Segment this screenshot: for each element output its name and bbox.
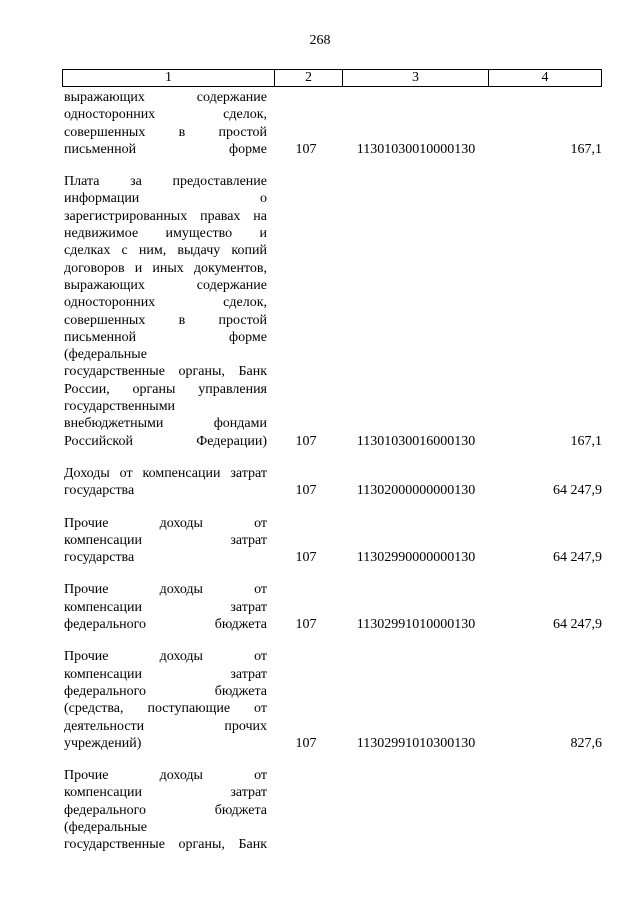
row-name	[64, 465, 269, 500]
row-name-line: сделках с ним, выдачу копий	[64, 243, 267, 259]
row-name-line: федерального бюджета	[64, 802, 267, 818]
row-name-line: (федеральные	[64, 819, 147, 835]
table-row	[64, 515, 602, 567]
row-name-line: Прочие доходы от	[64, 515, 267, 531]
row-name-line: Российской Федерации)	[64, 433, 267, 449]
table-row	[64, 581, 602, 633]
row-name-line: письменной форме	[64, 141, 267, 157]
column-header-1: 1	[165, 70, 172, 85]
row-kbk: 11302991010300130	[356, 735, 476, 751]
row-name-line: недвижимое имущество и	[64, 226, 267, 242]
row-name-line: федерального бюджета	[64, 617, 267, 633]
row-code: 107	[295, 617, 317, 633]
table-row	[64, 89, 602, 158]
row-code: 107	[295, 483, 317, 499]
page-number: 268	[309, 33, 331, 48]
row-name-line: Прочие доходы от	[64, 649, 267, 665]
row-name	[64, 581, 269, 633]
row-code: 107	[295, 735, 317, 751]
table-row	[64, 173, 602, 450]
row-name-line: государственными	[64, 399, 176, 415]
row-kbk: 11302000000000130	[356, 483, 476, 499]
row-name	[64, 648, 269, 752]
row-name	[64, 767, 269, 853]
row-value: 167,1	[570, 433, 602, 449]
row-name	[64, 173, 269, 450]
row-code: 107	[295, 141, 317, 157]
row-name-line: государственные органы, Банк	[64, 837, 267, 853]
row-value: 64 247,9	[553, 617, 602, 633]
table-header	[62, 69, 602, 87]
row-kbk: 11302991010000130	[356, 617, 476, 633]
row-name-line: односторонних сделок,	[64, 295, 267, 311]
row-code: 107	[295, 433, 317, 449]
row-name-line: учреждений)	[64, 735, 142, 751]
row-kbk: 11301030010000130	[356, 141, 476, 157]
row-name-line: компенсации затрат	[64, 599, 267, 615]
table-row	[64, 767, 602, 853]
row-name-line: информации о	[64, 191, 267, 207]
row-name-line: договоров и иных документов,	[64, 260, 267, 276]
row-name	[64, 515, 269, 567]
row-name-line: государственные органы, Банк	[64, 364, 267, 380]
column-header-2: 2	[274, 70, 342, 86]
row-name	[64, 89, 269, 158]
row-name-line: выражающих содержание	[64, 277, 267, 293]
row-name-line: компенсации затрат	[64, 785, 267, 801]
row-name-line: компенсации затрат	[64, 666, 267, 682]
row-name-line: Прочие доходы от	[64, 582, 267, 598]
row-name-line: государства	[64, 550, 135, 566]
row-value: 64 247,9	[553, 550, 602, 566]
row-name-line: федерального бюджета	[64, 683, 267, 699]
table-row	[64, 465, 602, 500]
row-name-line: Плата за предоставление	[64, 174, 267, 190]
row-value: 64 247,9	[553, 483, 602, 499]
row-kbk: 11302990000000130	[356, 550, 476, 566]
row-name-line: односторонних сделок,	[64, 107, 267, 123]
row-value: 827,6	[570, 735, 602, 751]
row-name-line: деятельности прочих	[64, 718, 267, 734]
table-row	[64, 648, 602, 752]
row-name-line: компенсации затрат	[64, 532, 267, 548]
column-header-4: 4	[488, 70, 601, 86]
row-name-line: государства	[64, 483, 135, 499]
row-value: 167,1	[570, 141, 602, 157]
row-name-line: совершенных в простой	[64, 312, 267, 328]
row-name-line: (федеральные	[64, 347, 147, 363]
row-name-line: (средства, поступающие от	[64, 701, 267, 717]
row-name-line: России, органы управления	[64, 381, 267, 397]
row-name-line: письменной форме	[64, 329, 267, 345]
row-name-line: совершенных в простой	[64, 124, 267, 140]
row-name-line: Доходы от компенсации затрат	[64, 465, 267, 481]
column-header-3: 3	[342, 70, 488, 86]
row-kbk: 11301030016000130	[356, 433, 476, 449]
row-name-line: внебюджетными фондами	[64, 416, 267, 432]
table-body	[64, 89, 602, 867]
row-name-line: Прочие доходы от	[64, 768, 267, 784]
row-code: 107	[295, 550, 317, 566]
row-name-line: зарегистрированных правах на	[64, 208, 267, 224]
row-name-line: выражающих содержание	[64, 90, 267, 105]
